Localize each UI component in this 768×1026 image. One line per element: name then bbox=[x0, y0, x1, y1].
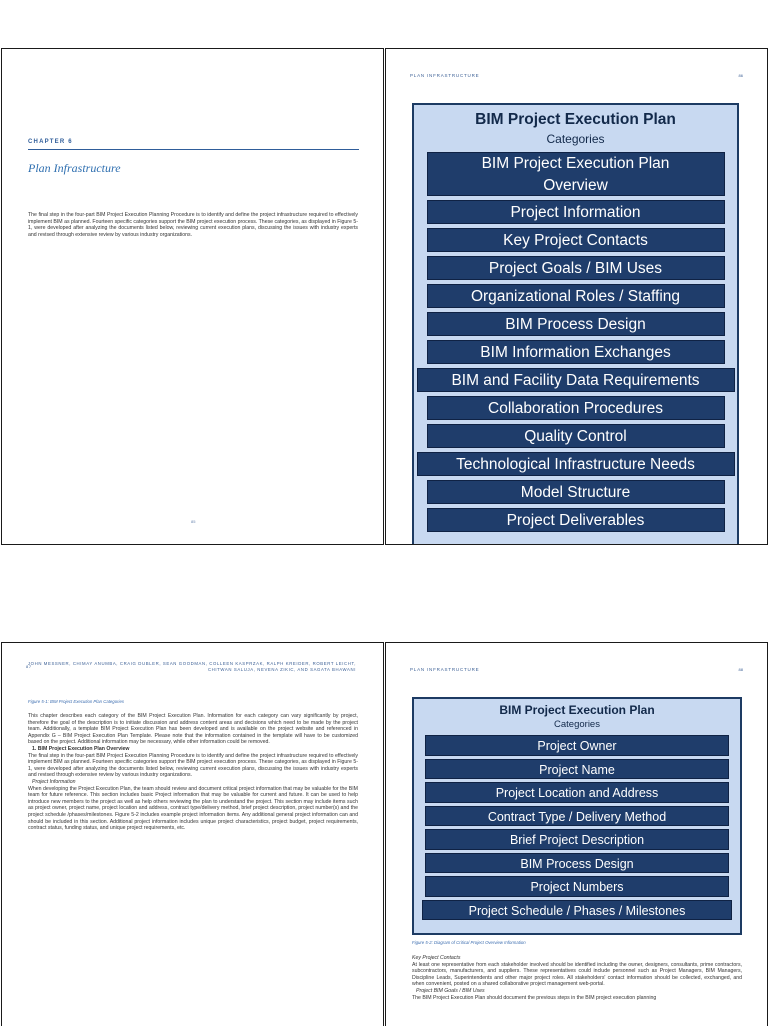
running-head: PLAN INFRASTRUCTURE bbox=[410, 667, 480, 672]
category-box: Project Name bbox=[425, 759, 729, 780]
paragraph: At least one representative from each stakeholder involved should be identified including the owner, designers, consultants, prime contractors, subcontractors, manufacturers, and suppliers. These representatives could include personnel such as Project Managers, BIM Managers, Discipline Leads, Superintendents and other major project roles. All stakeholders' contact information should be collected, exchanged, and when convenient, posted on a shared collaborative project management web-portal. bbox=[412, 961, 742, 988]
category-box: BIM Information Exchanges bbox=[427, 340, 725, 364]
category-box: Collaboration Procedures bbox=[427, 396, 725, 420]
category-box: Project Information bbox=[427, 200, 725, 224]
author-list: JOHN MESSNER, CHIMAY ANUMBA, CRAIG DUBLER, SEAN GOODMAN, COLLEEN KASPRZAK, RALPH KREIDER, ROBERT LEICHT, CHITWAN SALUJA, NEVENA ZIKIC, AND SAGATA BHAWANI bbox=[27, 661, 356, 672]
chapter-rule bbox=[28, 149, 359, 150]
category-box: Organizational Roles / Staffing bbox=[427, 284, 725, 308]
category-box: Project Schedule / Phases / Milestones bbox=[422, 900, 732, 921]
page-86 bbox=[385, 48, 768, 545]
figure-caption: Figure 5-2: Diagram of Critical Project Overview Information bbox=[412, 940, 526, 945]
category-box: Project Goals / BIM Uses bbox=[427, 256, 725, 280]
category-box: Contract Type / Delivery Method bbox=[425, 806, 729, 827]
page-88 bbox=[385, 642, 768, 1026]
author-header bbox=[26, 661, 356, 672]
section-body bbox=[412, 955, 742, 1001]
paragraph: The BIM Project Execution Plan should document the previous steps in the BIM project execution planning bbox=[412, 994, 657, 1001]
figure-subtitle: Categories bbox=[546, 132, 605, 146]
category-box: Quality Control bbox=[427, 424, 725, 448]
section-body bbox=[28, 713, 358, 832]
categories-figure bbox=[412, 103, 739, 545]
page-number: 87 bbox=[26, 664, 32, 669]
category-box: BIM Process Design bbox=[425, 853, 729, 874]
figure-subtitle: Categories bbox=[554, 719, 600, 730]
page-number: 86 bbox=[738, 73, 743, 78]
page-number: 88 bbox=[738, 667, 743, 672]
category-box: BIM Process Design bbox=[427, 312, 725, 336]
category-box: Key Project Contacts bbox=[427, 228, 725, 252]
page-85 bbox=[1, 48, 384, 545]
figure-title: BIM Project Execution Plan bbox=[499, 703, 655, 717]
subsection-heading: Key Project Contacts bbox=[412, 955, 461, 961]
category-box: Project Deliverables bbox=[427, 508, 725, 532]
paragraph: This chapter describes each category of the BIM Project Execution Plan. Information for each category can vary significantly by project, therefore the goal of the description is to initiate discussion and address content areas and decisions which need to be made by the project team. Additionally, a template BIM Project Execution Plan has been developed and is available on the project website and referenced in Appendix G – BIM Project Execution Plan Template. Please note that the information contained in the template will have to be customized based on the project. Additional information may be necessary, while other information could be removed. bbox=[28, 713, 358, 746]
figure-title: BIM Project Execution Plan bbox=[475, 111, 676, 128]
running-head: PLAN INFRASTRUCTURE bbox=[410, 73, 480, 78]
category-box: Brief Project Description bbox=[425, 829, 729, 850]
category-box: BIM and Facility Data Requirements bbox=[417, 368, 735, 392]
category-box: Technological Infrastructure Needs bbox=[417, 452, 735, 476]
chapter-label: CHAPTER 6 bbox=[28, 139, 73, 145]
chapter-title: Plan Infrastructure bbox=[28, 161, 121, 175]
page-87 bbox=[1, 642, 384, 1026]
project-info-figure bbox=[412, 697, 742, 935]
category-box: Project Owner bbox=[425, 735, 729, 756]
intro-paragraph: The final step in the four-part BIM Project Execution Planning Procedure is to identify and define the project infrastructure required to effectively implement BIM as planned. Fourteen specific categories support the BIM project execution process. These categories, as displayed in Figure 5-1, were developed after analyzing the documents listed below, reviewing current execution plans, discussing the issues with industry experts and revised through extensive review by various industry organizations. bbox=[28, 212, 358, 238]
figure-caption: Figure 5-1: BIM Project Execution Plan Categories bbox=[28, 699, 125, 704]
category-box: Project Location and Address bbox=[425, 782, 729, 803]
category-box: BIM Project Execution Plan Overview bbox=[427, 152, 725, 196]
section-heading: 1. BIM Project Execution Plan Overview bbox=[32, 745, 130, 752]
paragraph: The final step in the four-part BIM Project Execution Planning Procedure is to identify and define the project infrastructure required to effectively implement BIM as planned. Fourteen specific categories support the BIM project execution process. These categories, as displayed in Figure 5-1, were developed after analyzing the documents listed below, reviewing current execution plans, discussing the issues with industry experts and revised through extensive review by various industry organizations. bbox=[28, 752, 358, 779]
category-box: Model Structure bbox=[427, 480, 725, 504]
subsection-heading: Project Information bbox=[32, 778, 76, 785]
subsection-heading: Project BIM Goals / BIM Uses bbox=[416, 987, 485, 994]
page-number: 85 bbox=[191, 519, 196, 524]
category-box: Project Numbers bbox=[425, 876, 729, 897]
paragraph: When developing the Project Execution Plan, the team should review and document critical project information that may be valuable for the BIM team for future reference. This section includes basic Project information that may be valuable for current and future. It can be used to help introduce new members to the project as well as help others reviewing the plan to understand the project. This section may include items such as project owner, project name, project location and address, contract type/delivery method, brief project description, project number(s) and the project schedule /phases/milestones. Figure 5-2 includes example project information items. Any additional general project information can and should be included in this section. Additional project information includes unique project characteristics, project budget, project requirements, contract status, funding status, and unique project requirements, etc. bbox=[28, 785, 358, 832]
